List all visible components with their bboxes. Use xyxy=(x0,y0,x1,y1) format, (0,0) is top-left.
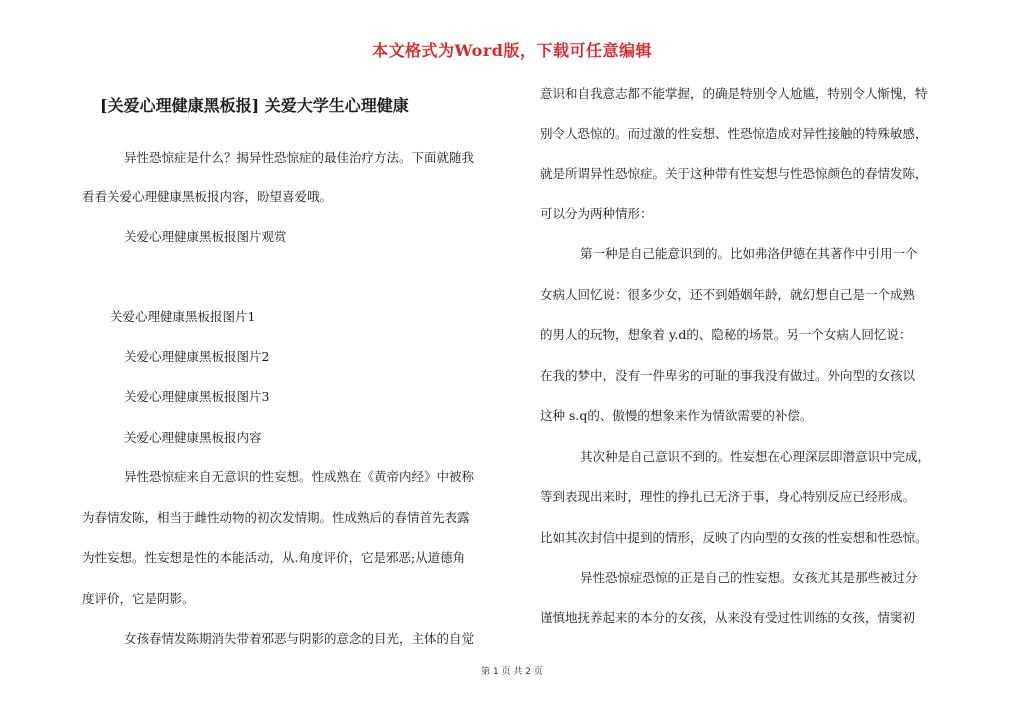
document-title: [关爱心理健康黑板报] 关爱大学生心理健康 xyxy=(100,96,409,115)
paragraph-line: 异性恐惊症来自无意识的性妄想。性成熟在《黄帝内经》中被称 xyxy=(124,469,475,484)
word-format-banner: 本文格式为Word版，下载可任意编辑 xyxy=(372,41,652,60)
paragraph-line: 女病人回忆说：很多少女，还不到婚姻年龄，就幻想自己是一个成熟 xyxy=(540,287,916,302)
paragraph-line: 谨慎地抚养起来的本分的女孩，从来没有受过性训练的女孩，情窦初 xyxy=(540,610,916,625)
paragraph-line: 在我的梦中，没有一件卑劣的可耻的事我没有做过。外向型的女孩以 xyxy=(540,368,916,383)
paragraph-line: 为性妄想。性妄想是性的本能活动，从.角度评价，它是邪恶;从道德角 xyxy=(82,550,466,565)
page-number-footer: 第 1 页 共 2 页 xyxy=(481,667,543,677)
paragraph-line: 这种 s.q的、傲慢的想象来作为情欲需要的补偿。 xyxy=(540,408,813,423)
paragraph-line: 异性恐惊症恐惊的正是自己的性妄想。女孩尤其是那些被过分 xyxy=(580,570,918,585)
paragraph-line: 为春情发陈，相当于雌性动物的初次发情期。性成熟后的春情首先表露 xyxy=(82,510,470,525)
paragraph-line: 其次种是自己意识不到的。性妄想在心理深层即潜意识中完成， xyxy=(580,449,931,464)
paragraph-line: 第一种是自己能意识到的。比如弗洛伊德在其著作中引用一个 xyxy=(580,246,918,261)
paragraph-line: 关爱心理健康黑板报图片2 xyxy=(124,349,270,364)
paragraph-line: 关爱心理健康黑板报图片观赏 xyxy=(124,229,287,244)
paragraph-line: 比如其次封信中提到的情形，反映了内向型的女孩的性妄想和性恐惊。 xyxy=(540,530,928,545)
paragraph-line: 关爱心理健康黑板报图片3 xyxy=(124,389,270,404)
paragraph-line: 看看关爱心理健康黑板报内容，盼望喜爱哦。 xyxy=(82,189,333,204)
paragraph-line: 等到表现出来时，理性的挣扎已无济于事，身心特别反应已经形成。 xyxy=(540,489,916,504)
paragraph-line: 意识和自我意志都不能掌握，的确是特别令人尬尴，特别令人惭愧，特 xyxy=(540,86,928,101)
paragraph-line: 就是所谓异性恐惊症。关于这种带有性妄想与性恐惊颜色的春情发陈， xyxy=(540,166,928,181)
paragraph-line: 关爱心理健康黑板报图片1 xyxy=(110,309,256,324)
paragraph-line: 关爱心理健康黑板报内容 xyxy=(124,430,262,445)
paragraph-line: 女孩春情发陈期消失带着邪恶与阴影的意念的目光，主体的自觉 xyxy=(124,631,475,646)
paragraph-line: 可以分为两种情形： xyxy=(540,206,653,221)
paragraph-line: 异性恐惊症是什么？揭异性恐惊症的最佳治疗方法。下面就随我 xyxy=(124,150,475,165)
paragraph-line: 的男人的玩物，想象着 y.d的、隐秘的场景。另一个女病人回忆说： xyxy=(540,327,912,342)
paragraph-line: 度评价，它是阴影。 xyxy=(82,591,195,606)
paragraph-line: 别令人恐惊的。而过激的性妄想、性恐惊造成对异性接触的特殊敏感， xyxy=(540,126,928,141)
